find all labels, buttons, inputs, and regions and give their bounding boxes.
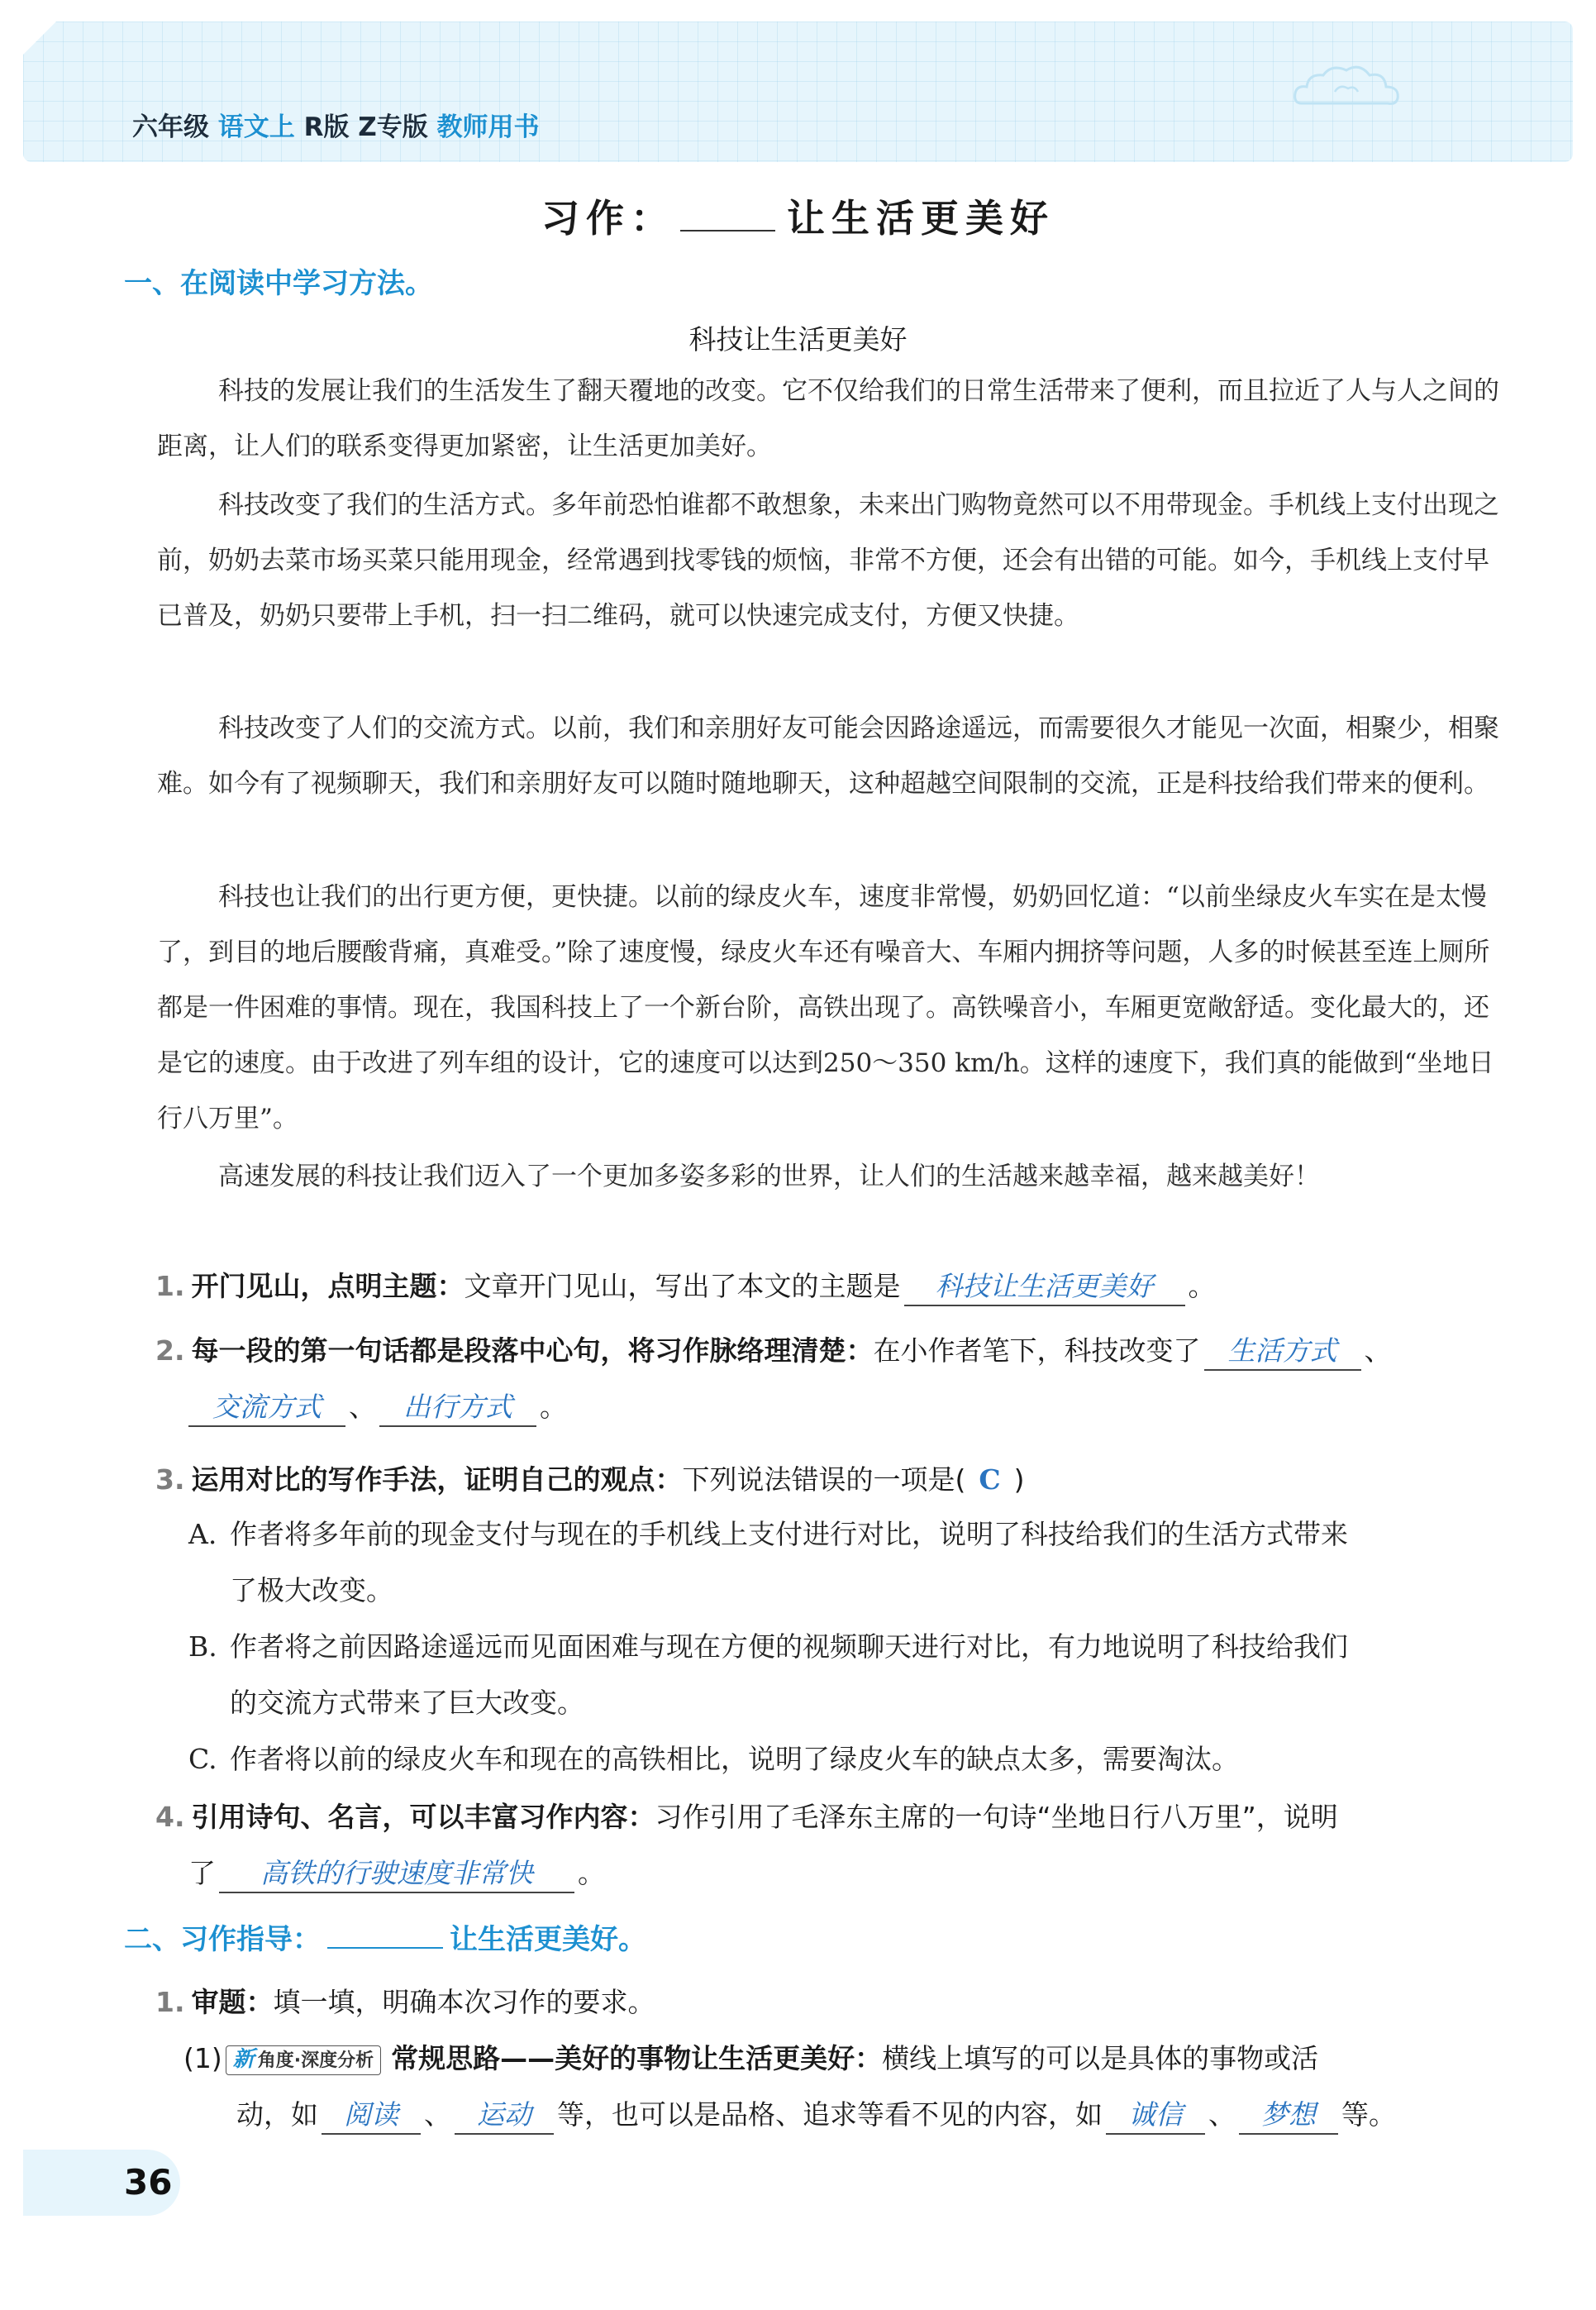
answer-blank: 运动 <box>455 2097 554 2135</box>
article-paragraph: 科技改变了人们的交流方式。以前，我们和亲朋好友可能会因路途遥远，而需要很久才能见一次面，相聚少，相聚难。如今有了视频聊天，我们和亲朋好友可以随时随地聊天，这种超越空间限制的交流，正是科技给我们带来的便利。 <box>157 714 1499 799</box>
grade-label: 六年级 <box>132 112 209 142</box>
analysis-badge: 新 角度·深度分析 <box>226 2045 381 2075</box>
page-title <box>0 189 1596 243</box>
article-title: 科技让生活更美好 <box>688 323 908 356</box>
question-4: 4. 引用诗句、名言，可以丰富习作内容：习作引用了毛泽东主席的一句诗“坐地日行八万里”，说明 了 高铁的行驶速度非常快 。 <box>155 1789 1519 1902</box>
page-number: 36 <box>124 2162 173 2203</box>
article-paragraph: 科技改变了我们的生活方式。多年前恐怕谁都不敢想象，未来出门购物竟然可以不用带现金。手机线上支付出现之前，奶奶去菜市场买菜只能用现金，经常遇到找零钱的烦恼，非常不方便，还会有出错的可能。如今，手机线上支付早已普及，奶奶只要带上手机，扫一扫二维码，就可以快速完成支付，方便又快捷。 <box>157 490 1499 631</box>
option-c: C. 作者将以前的绿皮火车和现在的高铁相比，说明了绿皮火车的缺点太多，需要淘汰。 <box>188 1743 1239 1775</box>
header-corner-fold <box>23 21 56 55</box>
page-title-suffix: 让生活更美好 <box>787 196 1055 241</box>
option-b: B. 作者将之前因路途遥远而见面困难与现在方便的视频聊天进行对比，有力地说明了科技给我们 的交流方式带来了巨大改变。 <box>188 1630 1348 1719</box>
cloud-icon <box>1285 54 1417 120</box>
book-type-label: 教师用书 <box>436 112 540 142</box>
article-paragraph: 高速发展的科技让我们迈入了一个更加多姿多彩的世界，让人们的生活越来越幸福，越来越美好！ <box>218 1162 1320 1191</box>
book-info <box>132 106 540 143</box>
title-blank-line <box>680 197 775 231</box>
answer-blank: 出行方式 <box>379 1389 536 1427</box>
answer-blank: 梦想 <box>1239 2097 1338 2135</box>
guide-item-1: 1. 审题：填一填，明确本次习作的要求。 <box>155 1986 655 2018</box>
subject-label: 语文上 <box>217 112 295 142</box>
edition-r-label: R版 <box>303 112 350 142</box>
answer-blank: 诚信 <box>1106 2097 1205 2135</box>
guide-item-1-sub: (1) 新 角度·深度分析 常规思路——美好的事物让生活更美好：横线上填写的可以是具体的事物或活 动，如 阅读 、 运动 等，也可以是品格、追求等看不见的内容，如 诚信 、 梦想 等。 <box>183 2031 1519 2143</box>
choice-answer: C <box>979 1463 1001 1496</box>
answer-blank: 科技让生活更美好 <box>904 1268 1185 1306</box>
answer-blank: 高铁的行驶速度非常快 <box>219 1855 574 1893</box>
article-paragraph: 科技的发展让我们的生活发生了翻天覆地的改变。它不仅给我们的日常生活带来了便利，而且拉近了人与人之间的距离，让人们的联系变得更加紧密，让生活更加美好。 <box>157 376 1499 461</box>
answer-blank: 生活方式 <box>1204 1333 1361 1371</box>
page-title-prefix: 习作： <box>541 196 675 241</box>
section-heading-reading: 一、在阅读中学习方法。 <box>124 267 433 300</box>
article-paragraph: 科技也让我们的出行更方便，更快捷。以前的绿皮火车，速度非常慢，奶奶回忆道：“以前坐绿皮火车实在是太慢了，到目的地后腰酸背痛，真难受。”除了速度慢，绿皮火车还有噪音大、车厢内拥挤等问题，人多的时候甚至连上厕所都是一件困难的事情。现在，我国科技上了一个新台阶，高铁出现了。高铁噪音小，车厢更宽敞舒适。变化最大的，还是它的速度。由于改进了列车组的设计，它的速度可以达到250～350 km/h。这样的速度下，我们真的能做到“坐地日行八万里”。 <box>157 882 1494 1134</box>
answer-blank: 交流方式 <box>188 1389 345 1427</box>
edition-z-label: Z专版 <box>358 112 428 142</box>
option-a: A. 作者将多年前的现金支付与现在的手机线上支付进行对比，说明了科技给我们的生活方式带来 了极大改变。 <box>188 1518 1348 1606</box>
section-heading-guide: 二、习作指导： 让生活更美好。 <box>124 1923 646 1956</box>
question-2: 2. 每一段的第一句话都是段落中心句，将习作脉络理清楚：在小作者笔下，科技改变了 生活方式 、 交流方式 、 出行方式 。 <box>155 1323 1519 1435</box>
question-1: 1. 开门见山，点明主题：文章开门见山，写出了本文的主题是 科技让生活更美好 。 <box>155 1258 1519 1315</box>
question-3: 3. 运用对比的写作手法，证明自己的观点：下列说法错误的一项是( C ) <box>155 1463 1025 1496</box>
section-blank-line <box>327 1922 443 1949</box>
answer-blank: 阅读 <box>322 2097 421 2135</box>
